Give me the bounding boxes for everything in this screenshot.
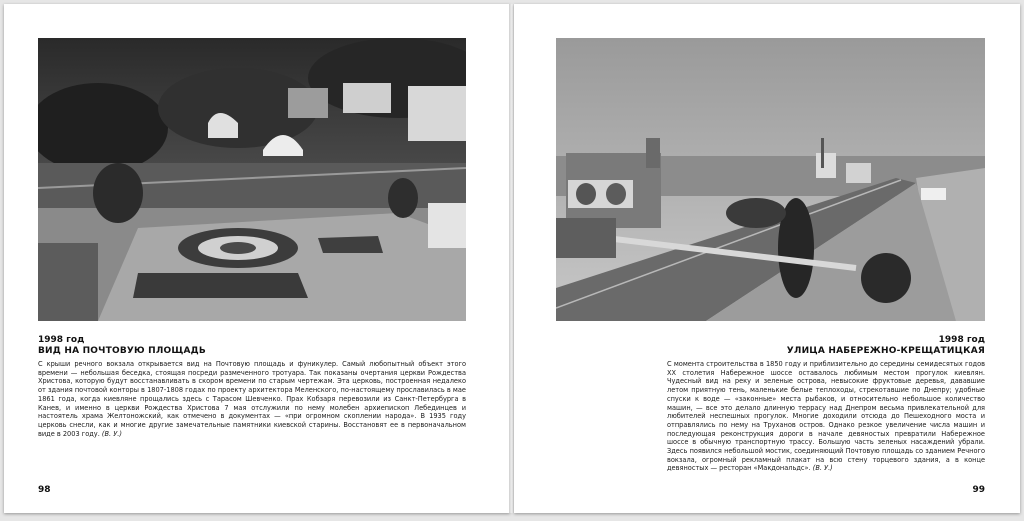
left-body-paragraph: С крыши речного вокзала открывается вид на Почтовую площадь и фуникулер. Самый любопытный объект этого времени — небольшая беседка, стоящая посреди размеченного тротуара. Так показаны очертания церкви Рождества Христова, которую будут восстанавливать в скором времени по старым чертежам. Эта церковь, построенная недалеко от здания почтовой конторы в 1807-1808 годах по проекту архитектора Меленского, по-настоящему прославилась в мае 1861 года, когда киевляне прощались здесь с Тарасом Шевченко. Прах Кобзаря перевозили из Санкт-Петербурга в Канев, и именно в церкви Рождества Христова 7 мая отслужили по нему молебен архиепископ Лебединцев и настоятель храма Желтоножский, как отмечено в документах — «при огромном скоплении народа». В 1935 году церковь снесли, как и многие другие замечательные памятники киевской старины. Восстановят ее в первоначальном виде в 2003 году. bbox=[38, 360, 466, 438]
right-body-text bbox=[667, 360, 985, 473]
left-body-text bbox=[38, 360, 466, 438]
photo-naberezhno-street bbox=[556, 38, 985, 321]
right-author: (В. У.) bbox=[812, 464, 833, 473]
left-year: 1998 год bbox=[38, 335, 85, 345]
left-author: (В. У.) bbox=[101, 429, 122, 438]
right-page-number: 99 bbox=[972, 485, 985, 495]
left-page-number: 98 bbox=[38, 485, 51, 495]
photo-post-square-image bbox=[38, 38, 466, 321]
right-year: 1998 год bbox=[938, 335, 985, 345]
left-page bbox=[4, 4, 510, 513]
photo-naberezhno-street-image bbox=[556, 38, 985, 321]
right-body-paragraph: С момента строительства в 1850 году и приблизительно до середины семидесятых годов XX столетия Набережное шоссе оставалось любимым местом прогулок киевлян. Чудесный вид на реку и зеленые острова, невысокие фруктовые деревья, дававшие летом приятную тень, маленькие белые теплоходы, стрекотавшие по Днепру; удобные спуски к воде — «законные» места рыбаков, и относительно небольшое количество машин, — все это делало длинную террасу над Днепром весьма привлекательной для любителей неспешных прогулок. Многие доходили отсюда до Пешеходного моста и отправлялись по нему на Труханов остров. Однако резкое увеличение числа машин и последующая реконструкция дороги в начале девяностых превратили Набережное шоссе в обычную транспортную трассу. Большую часть зеленых насаждений убрали. Здесь появился небольшой мостик, соединяющий Почтовую площадь со зданием Речного вокзала, огромный рекламный плакат на всю стену торцевого здания, а в конце девяностых — ресторан «Макдональдс». bbox=[667, 360, 985, 473]
left-heading: ВИД НА ПОЧТОВУЮ ПЛОЩАДЬ bbox=[38, 346, 206, 356]
right-heading: УЛИЦА НАБЕРЕЖНО-КРЕЩАТИЦКАЯ bbox=[786, 346, 985, 356]
photo-post-square bbox=[38, 38, 466, 321]
right-page bbox=[514, 4, 1020, 513]
